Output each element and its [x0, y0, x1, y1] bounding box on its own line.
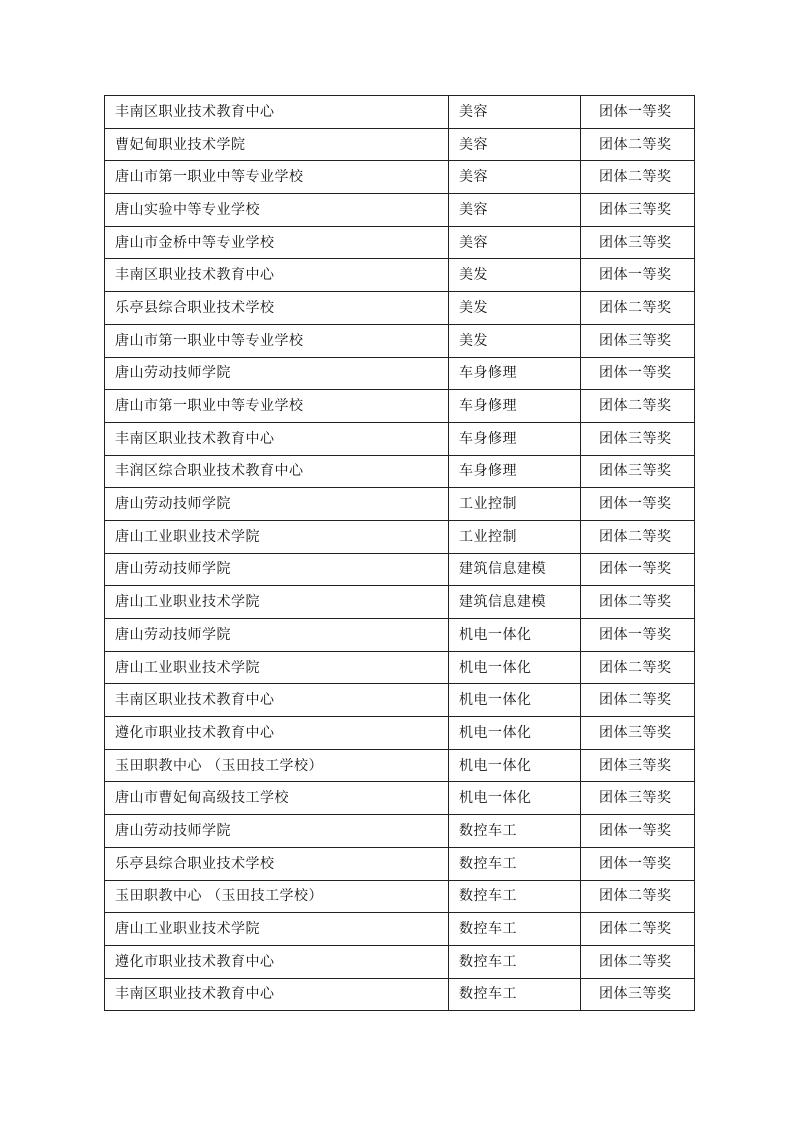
award-cell: 团体二等奖 — [581, 390, 695, 423]
school-cell: 唐山工业职业技术学院 — [105, 913, 449, 946]
school-cell: 乐亭县综合职业技术学校 — [105, 292, 449, 325]
table-row — [105, 96, 695, 129]
table-row — [105, 880, 695, 913]
event-cell: 工业控制 — [449, 520, 581, 553]
award-cell: 团体三等奖 — [581, 422, 695, 455]
table-row — [105, 945, 695, 978]
table-row — [105, 684, 695, 717]
table-row — [105, 226, 695, 259]
event-cell: 机电一体化 — [449, 619, 581, 652]
school-cell: 丰南区职业技术教育中心 — [105, 422, 449, 455]
table-row — [105, 847, 695, 880]
event-cell: 数控车工 — [449, 847, 581, 880]
event-cell: 车身修理 — [449, 390, 581, 423]
award-cell: 团体一等奖 — [581, 96, 695, 129]
school-cell: 玉田职教中心 （玉田技工学校） — [105, 880, 449, 913]
award-cell: 团体二等奖 — [581, 161, 695, 194]
award-cell: 团体二等奖 — [581, 292, 695, 325]
table-row — [105, 717, 695, 750]
school-cell: 唐山工业职业技术学院 — [105, 586, 449, 619]
school-cell: 丰南区职业技术教育中心 — [105, 978, 449, 1011]
award-cell: 团体三等奖 — [581, 717, 695, 750]
event-cell: 美发 — [449, 324, 581, 357]
school-cell: 唐山劳动技师学院 — [105, 815, 449, 848]
award-cell: 团体二等奖 — [581, 128, 695, 161]
school-cell: 唐山市第一职业中等专业学校 — [105, 324, 449, 357]
award-cell: 团体一等奖 — [581, 847, 695, 880]
table-row — [105, 455, 695, 488]
event-cell: 机电一体化 — [449, 749, 581, 782]
school-cell: 乐亭县综合职业技术学校 — [105, 847, 449, 880]
table-row — [105, 553, 695, 586]
event-cell: 美容 — [449, 96, 581, 129]
award-cell: 团体二等奖 — [581, 880, 695, 913]
table-row — [105, 292, 695, 325]
table-row — [105, 520, 695, 553]
event-cell: 美容 — [449, 128, 581, 161]
school-cell: 丰南区职业技术教育中心 — [105, 259, 449, 292]
award-cell: 团体二等奖 — [581, 651, 695, 684]
event-cell: 数控车工 — [449, 978, 581, 1011]
event-cell: 机电一体化 — [449, 651, 581, 684]
table-row — [105, 815, 695, 848]
school-cell: 曹妃甸职业技术学院 — [105, 128, 449, 161]
table-row — [105, 259, 695, 292]
event-cell: 美发 — [449, 292, 581, 325]
table-row — [105, 161, 695, 194]
award-cell: 团体二等奖 — [581, 586, 695, 619]
school-cell: 唐山实验中等专业学校 — [105, 194, 449, 227]
award-cell: 团体三等奖 — [581, 226, 695, 259]
table-row — [105, 749, 695, 782]
school-cell: 丰润区综合职业技术教育中心 — [105, 455, 449, 488]
event-cell: 美容 — [449, 194, 581, 227]
event-cell: 美发 — [449, 259, 581, 292]
event-cell: 美容 — [449, 161, 581, 194]
table-row — [105, 782, 695, 815]
event-cell: 美容 — [449, 226, 581, 259]
event-cell: 机电一体化 — [449, 684, 581, 717]
school-cell: 遵化市职业技术教育中心 — [105, 717, 449, 750]
event-cell: 数控车工 — [449, 815, 581, 848]
event-cell: 车身修理 — [449, 357, 581, 390]
school-cell: 唐山市金桥中等专业学校 — [105, 226, 449, 259]
table-row — [105, 128, 695, 161]
award-cell: 团体一等奖 — [581, 553, 695, 586]
table-row — [105, 324, 695, 357]
table-row — [105, 357, 695, 390]
school-cell: 唐山市第一职业中等专业学校 — [105, 390, 449, 423]
event-cell: 车身修理 — [449, 422, 581, 455]
school-cell: 唐山劳动技师学院 — [105, 619, 449, 652]
school-cell: 玉田职教中心 （玉田技工学校） — [105, 749, 449, 782]
award-cell: 团体三等奖 — [581, 455, 695, 488]
table-row — [105, 978, 695, 1011]
award-table-body — [105, 96, 695, 1011]
event-cell: 机电一体化 — [449, 717, 581, 750]
award-cell: 团体三等奖 — [581, 749, 695, 782]
school-cell: 唐山劳动技师学院 — [105, 357, 449, 390]
award-cell: 团体三等奖 — [581, 194, 695, 227]
event-cell: 建筑信息建模 — [449, 553, 581, 586]
award-cell: 团体一等奖 — [581, 357, 695, 390]
award-cell: 团体一等奖 — [581, 488, 695, 521]
school-cell: 丰南区职业技术教育中心 — [105, 96, 449, 129]
table-row — [105, 390, 695, 423]
award-cell: 团体一等奖 — [581, 815, 695, 848]
school-cell: 唐山工业职业技术学院 — [105, 520, 449, 553]
event-cell: 机电一体化 — [449, 782, 581, 815]
school-cell: 遵化市职业技术教育中心 — [105, 945, 449, 978]
school-cell: 丰南区职业技术教育中心 — [105, 684, 449, 717]
table-row — [105, 586, 695, 619]
school-cell: 唐山市第一职业中等专业学校 — [105, 161, 449, 194]
event-cell: 建筑信息建模 — [449, 586, 581, 619]
event-cell: 数控车工 — [449, 913, 581, 946]
award-cell: 团体一等奖 — [581, 619, 695, 652]
award-cell: 团体二等奖 — [581, 684, 695, 717]
award-cell: 团体三等奖 — [581, 978, 695, 1011]
award-cell: 团体二等奖 — [581, 520, 695, 553]
table-row — [105, 619, 695, 652]
table-row — [105, 913, 695, 946]
table-row — [105, 651, 695, 684]
award-cell: 团体一等奖 — [581, 259, 695, 292]
award-cell: 团体二等奖 — [581, 945, 695, 978]
school-cell: 唐山市曹妃甸高级技工学校 — [105, 782, 449, 815]
event-cell: 数控车工 — [449, 945, 581, 978]
award-cell: 团体三等奖 — [581, 782, 695, 815]
table-row — [105, 488, 695, 521]
school-cell: 唐山劳动技师学院 — [105, 488, 449, 521]
award-table — [104, 95, 695, 1011]
table-row — [105, 194, 695, 227]
award-cell: 团体二等奖 — [581, 913, 695, 946]
school-cell: 唐山工业职业技术学院 — [105, 651, 449, 684]
event-cell: 数控车工 — [449, 880, 581, 913]
table-row — [105, 422, 695, 455]
event-cell: 工业控制 — [449, 488, 581, 521]
award-cell: 团体三等奖 — [581, 324, 695, 357]
school-cell: 唐山劳动技师学院 — [105, 553, 449, 586]
event-cell: 车身修理 — [449, 455, 581, 488]
